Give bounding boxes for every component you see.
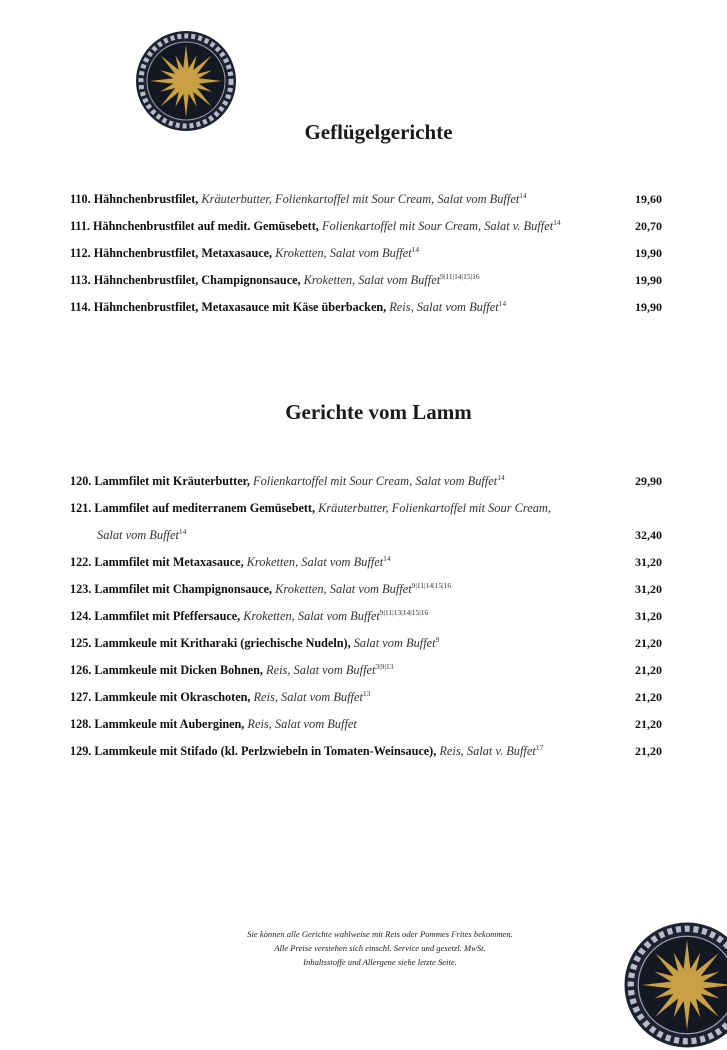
menu-item	[70, 662, 662, 689]
item-price: 32,40	[635, 527, 662, 543]
item-name: Lammkeule mit Auberginen,	[94, 717, 244, 731]
item-sides: Salat vom Buffet	[354, 636, 436, 650]
item-sides: Reis, Salat vom Buffet	[266, 663, 375, 677]
menu-item	[70, 191, 662, 218]
item-sides: Reis, Salat vom Buffet	[389, 300, 498, 314]
menu-item	[70, 299, 662, 326]
item-price: 21,20	[635, 689, 662, 705]
allergen-codes: 17	[536, 743, 544, 752]
menu-item	[70, 635, 662, 662]
item-price: 19,90	[635, 272, 662, 288]
menu-item	[70, 245, 662, 272]
item-sides: Kroketten, Salat vom Buffet	[275, 246, 412, 260]
section-title-poultry: Geflügelgerichte	[0, 120, 727, 145]
allergen-codes: 9|11|13|14|15|16	[380, 608, 428, 617]
menu-item	[70, 500, 662, 527]
item-sides: Folienkartoffel mit Sour Cream, Salat vom Buffet	[253, 474, 497, 488]
allergen-codes: 9	[436, 635, 440, 644]
item-price: 21,20	[635, 635, 662, 651]
item-name: Hähnchenbrustfilet auf medit. Gemüsebett,	[93, 219, 319, 233]
item-number: 124.	[70, 609, 91, 623]
item-sides: Reis, Salat v. Buffet	[439, 744, 535, 758]
menu-item	[70, 608, 662, 635]
item-price: 20,70	[635, 218, 662, 234]
footer-notes	[190, 927, 570, 969]
item-name: Lammkeule mit Okraschoten,	[94, 690, 250, 704]
item-name: Lammkeule mit Kritharaki (griechische Nudeln),	[94, 636, 350, 650]
item-price: 31,20	[635, 581, 662, 597]
item-number: 125.	[70, 636, 91, 650]
lamb-menu-list	[70, 473, 662, 770]
item-name: Hähnchenbrustfilet,	[94, 192, 199, 206]
item-name: Hähnchenbrustfilet, Champignonsauce,	[94, 273, 301, 287]
item-price: 31,20	[635, 554, 662, 570]
item-number: 121.	[70, 501, 91, 515]
section-title-lamb: Gerichte vom Lamm	[0, 400, 727, 425]
item-price: 21,20	[635, 743, 662, 759]
item-number: 123.	[70, 582, 91, 596]
item-sides: Kroketten, Salat vom Buffet	[247, 555, 384, 569]
item-price: 31,20	[635, 608, 662, 624]
item-price: 21,20	[635, 716, 662, 732]
allergen-codes: 14	[412, 245, 420, 254]
item-name: Lammfilet mit Champignonsauce,	[94, 582, 272, 596]
item-number: 112.	[70, 246, 91, 260]
item-number: 126.	[70, 663, 91, 677]
item-number: 122.	[70, 555, 91, 569]
item-name: Lammkeule mit Stifado (kl. Perlzwiebeln in Tomaten-Weinsauce),	[94, 744, 436, 758]
menu-item	[70, 743, 662, 770]
item-sides: Salat vom Buffet	[97, 528, 179, 542]
allergen-codes: 14	[553, 218, 561, 227]
item-name: Lammfilet mit Pfeffersauce,	[94, 609, 240, 623]
item-name: Hähnchenbrustfilet, Metaxasauce,	[94, 246, 272, 260]
allergen-codes: 14	[519, 191, 527, 200]
item-name: Lammfilet mit Metaxasauce,	[94, 555, 243, 569]
item-price: 19,60	[635, 191, 662, 207]
item-name: Lammfilet mit Kräuterbutter,	[94, 474, 250, 488]
allergen-codes: 9|11|14|15|16	[440, 272, 479, 281]
item-price: 19,90	[635, 299, 662, 315]
menu-item	[70, 689, 662, 716]
item-number: 111.	[70, 219, 90, 233]
item-number: 127.	[70, 690, 91, 704]
allergen-codes: 14	[179, 527, 187, 536]
allergen-codes: 9|11|14|15|16	[412, 581, 451, 590]
item-number: 129.	[70, 744, 91, 758]
vergina-sun-logo-top	[134, 29, 238, 133]
item-sides: Kräuterbutter, Folienkartoffel mit Sour Cream,	[318, 501, 551, 515]
item-name: Hähnchenbrustfilet, Metaxasauce mit Käse überbacken,	[94, 300, 386, 314]
menu-item	[70, 581, 662, 608]
item-number: 114.	[70, 300, 91, 314]
item-name: Lammfilet auf mediterranem Gemüsebett,	[94, 501, 315, 515]
allergen-codes: 13	[363, 689, 371, 698]
item-price: 29,90	[635, 473, 662, 489]
item-price: 21,20	[635, 662, 662, 678]
item-number: 113.	[70, 273, 91, 287]
item-sides: Reis, Salat vom Buffet	[247, 717, 356, 731]
item-sides: Reis, Salat vom Buffet	[253, 690, 362, 704]
poultry-menu-list	[70, 191, 662, 326]
item-name: Lammkeule mit Dicken Bohnen,	[94, 663, 263, 677]
allergen-codes: 14	[499, 299, 507, 308]
allergen-codes: 3|9|13	[375, 662, 393, 671]
menu-item	[70, 272, 662, 299]
item-number: 120.	[70, 474, 91, 488]
item-sides: Kroketten, Salat vom Buffet	[275, 582, 412, 596]
item-number: 128.	[70, 717, 91, 731]
footer-line: Inhaltsstoffe und Allergene siehe letzte Seite.	[190, 955, 570, 969]
item-sides: Kräuterbutter, Folienkartoffel mit Sour Cream, Salat vom Buffet	[201, 192, 519, 206]
item-sides: Kroketten, Salat vom Buffet	[243, 609, 380, 623]
item-price: 19,90	[635, 245, 662, 261]
menu-item	[70, 716, 662, 743]
allergen-codes: 14	[383, 554, 391, 563]
menu-item	[70, 218, 662, 245]
menu-item-continuation	[70, 527, 662, 554]
allergen-codes: 14	[497, 473, 505, 482]
footer-line: Sie können alle Gerichte wahlweise mit Reis oder Pommes Frites bekommen.	[190, 927, 570, 941]
footer-line: Alle Preise verstehen sich einschl. Service und gesetzl. MwSt.	[190, 941, 570, 955]
item-sides: Kroketten, Salat vom Buffet	[304, 273, 441, 287]
item-sides: Folienkartoffel mit Sour Cream, Salat v. Buffet	[322, 219, 553, 233]
item-number: 110.	[70, 192, 91, 206]
vergina-sun-logo-bottom	[622, 920, 727, 1050]
menu-item	[70, 473, 662, 500]
menu-item	[70, 554, 662, 581]
